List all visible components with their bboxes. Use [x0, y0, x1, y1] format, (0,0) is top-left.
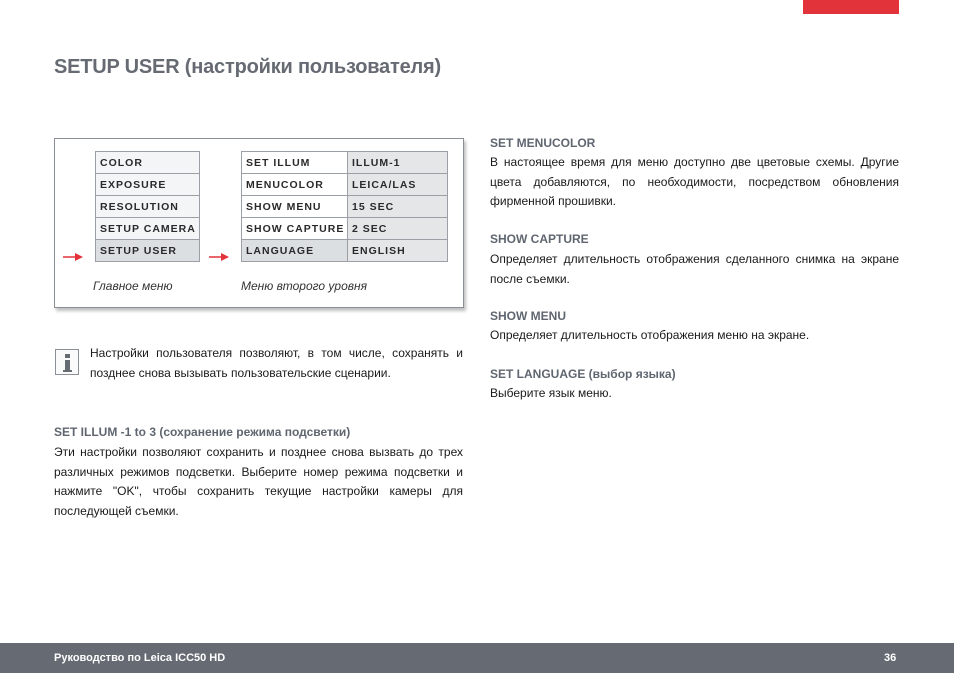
info-icon [55, 349, 79, 375]
info-note: Настройки пользователя позволяют, в том числе, сохранять и позднее снова вызывать пользовательские сценарии. [90, 346, 463, 380]
submenu-value: ENGLISH [348, 240, 448, 262]
submenu-key: SET ILLUM [242, 152, 348, 174]
main-menu-item-exposure: EXPOSURE [96, 174, 200, 196]
submenu-key: SHOW CAPTURE [242, 218, 348, 240]
menu-figure [54, 138, 464, 308]
section-title-set-language: SET LANGUAGE (выбор языка) [490, 367, 676, 381]
submenu-row [242, 152, 448, 174]
submenu-row [242, 218, 448, 240]
main-menu-item [96, 196, 200, 218]
arrow-right-icon [63, 252, 83, 262]
submenu-table [241, 151, 448, 262]
footer-bar [0, 643, 954, 673]
submenu-row [242, 174, 448, 196]
main-menu-table [95, 151, 200, 262]
submenu-key: MENUCOLOR [242, 174, 348, 196]
submenu-key: LANGUAGE [242, 240, 348, 262]
section-text-show-menu: Определяет длительность отображения меню на экране. [490, 328, 810, 342]
section-title-set-illum: SET ILLUM -1 to 3 (сохранение режима подсветки) [54, 425, 351, 439]
section-title-show-menu: SHOW MENU [490, 309, 566, 323]
main-menu-item-resolution: RESOLUTION [96, 196, 200, 218]
section-text-set-menucolor: В настоящее время для меню доступно две цветовые схемы. Другие цвета добавляются, по необходимости, посредством обновления фирменной прошивки. [490, 155, 899, 208]
main-menu-item [96, 174, 200, 196]
submenu-row-selected [242, 240, 448, 262]
section-text-set-language: Выберите язык меню. [490, 386, 612, 400]
footer-title: Руководство по Leica ICC50 HD [54, 652, 226, 664]
main-menu-item [96, 152, 200, 174]
submenu-value: ILLUM-1 [348, 152, 448, 174]
submenu-row [242, 196, 448, 218]
section-title-show-capture: SHOW CAPTURE [490, 232, 589, 246]
main-menu-item [96, 218, 200, 240]
submenu-value: 15 SEC [348, 196, 448, 218]
section-text-show-capture: Определяет длительность отображения сделанного снимка на экране после съемки. [490, 252, 899, 286]
main-menu-item-setup-user: SETUP USER [96, 240, 200, 262]
submenu-value: 2 SEC [348, 218, 448, 240]
arrow-right-icon [209, 252, 229, 262]
main-menu-item-setup-camera: SETUP CAMERA [96, 218, 200, 240]
main-menu-item-selected [96, 240, 200, 262]
submenu-key: SHOW MENU [242, 196, 348, 218]
main-menu-item-color: COLOR [96, 152, 200, 174]
caption-main-menu: Главное меню [93, 279, 173, 293]
caption-submenu: Меню второго уровня [241, 279, 368, 293]
submenu-value: LEICA/LAS [348, 174, 448, 196]
section-text-set-illum: Эти настройки позволяют сохранить и позднее снова вызвать до трех различных режимов подсветки. Выберите номер режима подсветки и нажмите "OK", чтобы сохранить текущие настройки камеры для последующей съемки. [54, 445, 463, 518]
page-number: 36 [884, 652, 897, 664]
section-title-set-menucolor: SET MENUCOLOR [490, 136, 596, 150]
page-title: SETUP USER (настройки пользователя) [54, 56, 441, 78]
page-accent-tab [803, 0, 899, 14]
